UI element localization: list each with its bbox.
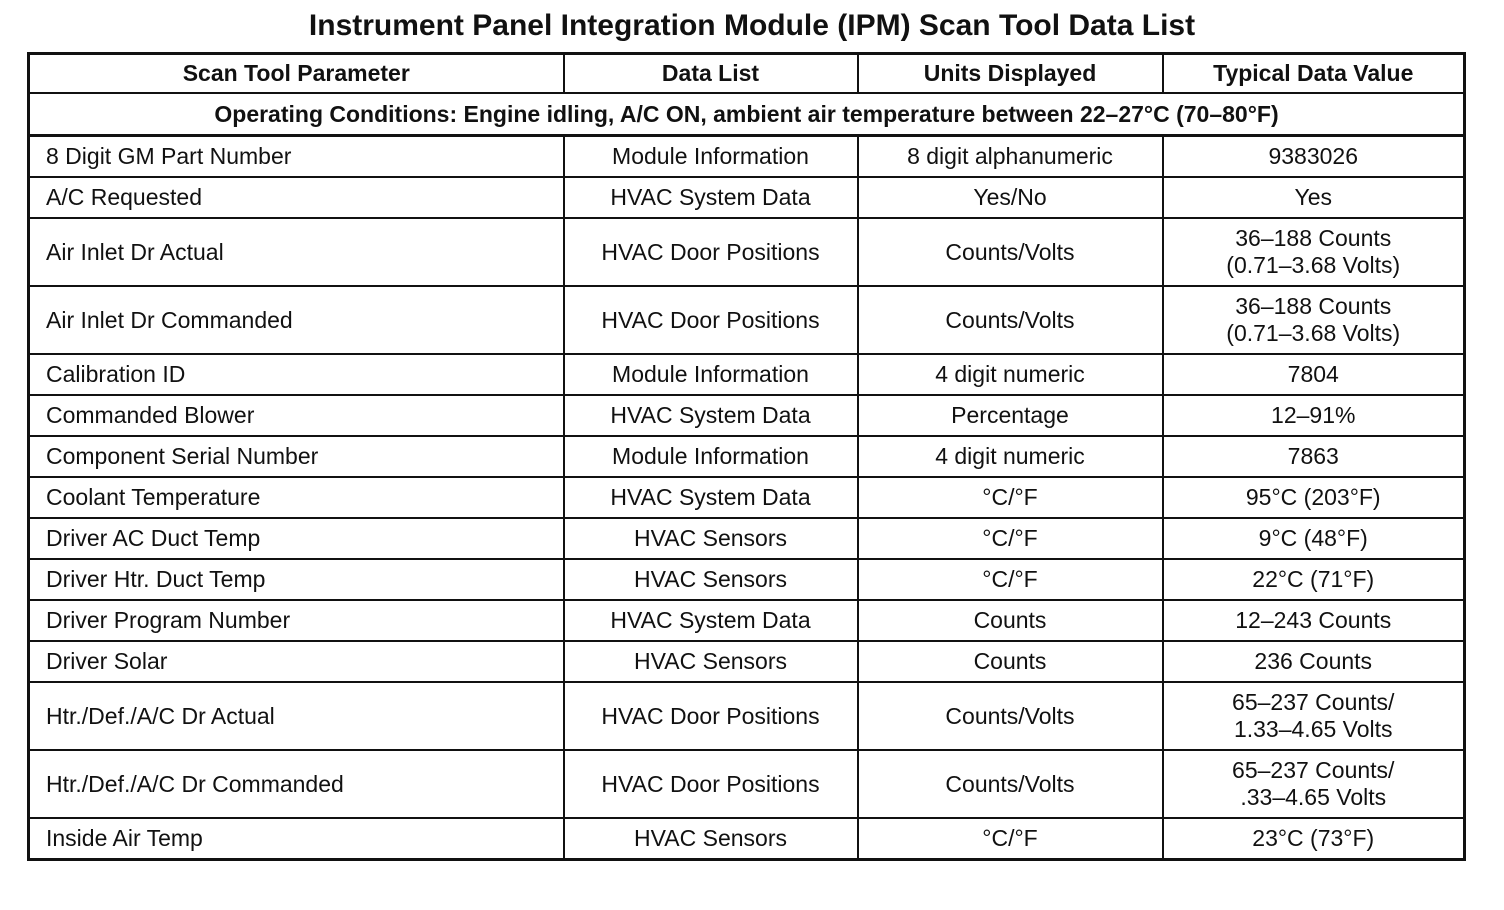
table-body — [29, 93, 1465, 860]
table-row — [29, 641, 1465, 682]
typical-value-line: 36–188 Counts — [1235, 225, 1392, 251]
cell-units: 4 digit numeric — [858, 436, 1163, 477]
cell-parameter: A/C Requested — [29, 177, 564, 218]
cell-typical-value — [1163, 559, 1465, 600]
typical-value-line: (0.71–3.68 Volts) — [1226, 252, 1401, 278]
cell-typical-value — [1163, 286, 1465, 354]
cell-data-list: HVAC System Data — [564, 395, 858, 436]
cell-typical-value — [1163, 395, 1465, 436]
cell-units: Counts — [858, 641, 1163, 682]
cell-typical-value — [1163, 436, 1465, 477]
typical-value-line: 7863 — [1287, 443, 1339, 469]
cell-data-list: HVAC Door Positions — [564, 682, 858, 750]
cell-parameter: Component Serial Number — [29, 436, 564, 477]
table-row — [29, 436, 1465, 477]
cell-data-list: HVAC Door Positions — [564, 286, 858, 354]
table-row — [29, 286, 1465, 354]
cell-data-list: Module Information — [564, 436, 858, 477]
cell-typical-value — [1163, 818, 1465, 860]
cell-typical-value — [1163, 750, 1465, 818]
cell-parameter: Commanded Blower — [29, 395, 564, 436]
cell-data-list: HVAC Sensors — [564, 818, 858, 860]
cell-data-list: HVAC System Data — [564, 477, 858, 518]
typical-value-line: 95°C (203°F) — [1245, 484, 1381, 510]
cell-data-list: HVAC Door Positions — [564, 750, 858, 818]
cell-units: Counts/Volts — [858, 218, 1163, 286]
typical-value-line: Yes — [1294, 184, 1333, 210]
cell-units: °C/°F — [858, 818, 1163, 860]
cell-data-list: HVAC System Data — [564, 600, 858, 641]
page-title: Instrument Panel Integration Module (IPM) Scan Tool Data List — [308, 9, 1196, 42]
cell-parameter: Coolant Temperature — [29, 477, 564, 518]
cell-typical-value — [1163, 218, 1465, 286]
cell-parameter: Htr./Def./A/C Dr Commanded — [29, 750, 564, 818]
typical-value-line: 7804 — [1287, 361, 1339, 387]
table-row — [29, 600, 1465, 641]
cell-data-list: HVAC Sensors — [564, 641, 858, 682]
table-row — [29, 518, 1465, 559]
cell-units: Yes/No — [858, 177, 1163, 218]
column-header-typical-value: Typical Data Value — [1163, 54, 1465, 94]
cell-parameter: Driver Solar — [29, 641, 564, 682]
cell-parameter: Air Inlet Dr Actual — [29, 218, 564, 286]
column-header-data-list: Data List — [564, 54, 858, 94]
table-row — [29, 177, 1465, 218]
cell-typical-value — [1163, 177, 1465, 218]
typical-value-line: (0.71–3.68 Volts) — [1226, 320, 1401, 346]
cell-parameter: Inside Air Temp — [29, 818, 564, 860]
cell-data-list: HVAC System Data — [564, 177, 858, 218]
cell-parameter: 8 Digit GM Part Number — [29, 136, 564, 178]
typical-value-line: 236 Counts — [1254, 648, 1373, 674]
cell-units: Counts/Volts — [858, 750, 1163, 818]
typical-value-line: 22°C (71°F) — [1252, 566, 1375, 592]
typical-value-line: 65–237 Counts/ — [1232, 757, 1395, 783]
cell-parameter: Htr./Def./A/C Dr Actual — [29, 682, 564, 750]
table-row — [29, 682, 1465, 750]
column-header-units: Units Displayed — [858, 54, 1163, 94]
cell-data-list: Module Information — [564, 136, 858, 178]
typical-value-line: 9383026 — [1268, 143, 1359, 169]
table-row — [29, 477, 1465, 518]
typical-value-line: 65–237 Counts/ — [1232, 689, 1395, 715]
cell-units: °C/°F — [858, 559, 1163, 600]
typical-value-line: 1.33–4.65 Volts — [1233, 716, 1393, 742]
cell-data-list: Module Information — [564, 354, 858, 395]
column-header-parameter: Scan Tool Parameter — [29, 54, 564, 94]
cell-data-list: HVAC Sensors — [564, 559, 858, 600]
typical-value-line: 12–243 Counts — [1235, 607, 1392, 633]
scan-tool-data-table — [27, 52, 1466, 861]
table-header-row — [29, 54, 1465, 94]
table-row — [29, 818, 1465, 860]
cell-typical-value — [1163, 641, 1465, 682]
cell-typical-value — [1163, 354, 1465, 395]
table-row — [29, 750, 1465, 818]
cell-units: 8 digit alphanumeric — [858, 136, 1163, 178]
cell-units: Counts/Volts — [858, 682, 1163, 750]
cell-units: Percentage — [858, 395, 1163, 436]
typical-value-line: 9°C (48°F) — [1258, 525, 1368, 551]
cell-typical-value — [1163, 682, 1465, 750]
cell-units: °C/°F — [858, 477, 1163, 518]
table-row — [29, 218, 1465, 286]
table-row — [29, 354, 1465, 395]
cell-units: Counts/Volts — [858, 286, 1163, 354]
cell-parameter: Driver AC Duct Temp — [29, 518, 564, 559]
typical-value-line: 12–91% — [1271, 402, 1356, 428]
table-row — [29, 395, 1465, 436]
cell-units: 4 digit numeric — [858, 354, 1163, 395]
cell-units: Counts — [858, 600, 1163, 641]
cell-data-list: HVAC Door Positions — [564, 218, 858, 286]
typical-value-line: .33–4.65 Volts — [1240, 784, 1387, 810]
typical-value-line: 36–188 Counts — [1235, 293, 1392, 319]
typical-value-line: 23°C (73°F) — [1252, 825, 1375, 851]
cell-data-list: HVAC Sensors — [564, 518, 858, 559]
cell-parameter: Driver Program Number — [29, 600, 564, 641]
cell-parameter: Driver Htr. Duct Temp — [29, 559, 564, 600]
cell-typical-value — [1163, 136, 1465, 178]
cell-parameter: Calibration ID — [29, 354, 564, 395]
cell-parameter: Air Inlet Dr Commanded — [29, 286, 564, 354]
table-row — [29, 559, 1465, 600]
table-row — [29, 136, 1465, 178]
operating-conditions: Operating Conditions: Engine idling, A/C ON, ambient air temperature between 22–27°C (70–80°F) — [29, 93, 1465, 136]
operating-conditions-row — [29, 93, 1465, 136]
cell-typical-value — [1163, 518, 1465, 559]
cell-units: °C/°F — [858, 518, 1163, 559]
cell-typical-value — [1163, 600, 1465, 641]
cell-typical-value — [1163, 477, 1465, 518]
